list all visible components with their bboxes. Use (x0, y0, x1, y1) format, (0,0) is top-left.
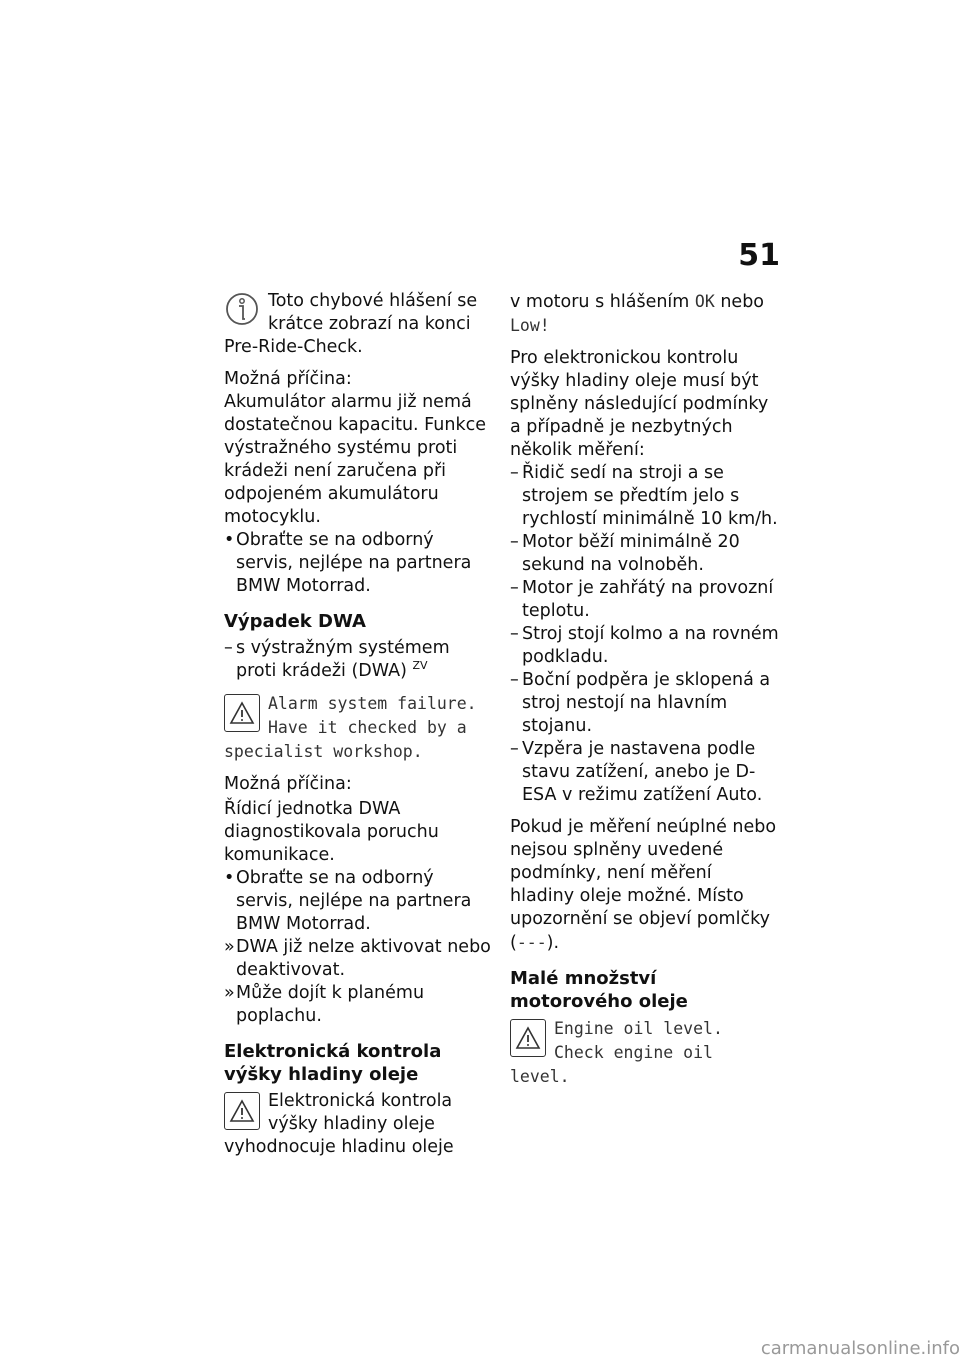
heading-dwa: Výpadek DWA (224, 611, 366, 632)
bullet-icon: • (224, 530, 235, 550)
conditions-list (510, 462, 780, 807)
left-column (224, 290, 494, 1168)
low-oil-warning (510, 1017, 780, 1089)
oil-note-continuation: v motoru s hlášením OK nebo Low! (510, 292, 765, 335)
info-icon (224, 292, 260, 330)
list-item: • Obraťte se na odborný servis, nejlépe na partnera BMW Motorrad. (224, 868, 472, 934)
condition-item: – Vzpěra je nastavena podle stavu zatížení, anebo je D-ESA v režimu zatížení Auto. (510, 739, 763, 805)
ok-message: OK (694, 292, 715, 311)
cause-1-actions (224, 529, 494, 598)
dwa-warning-message: Alarm system failure. Have it checked by a specialist workshop. (224, 694, 477, 761)
watermark: carmanualsonline.info (760, 1338, 960, 1359)
dash-icon: – (510, 532, 519, 552)
consequence-marker-icon: » (224, 937, 235, 957)
list-item: » DWA již nelze aktivovat nebo deaktivovat. (224, 937, 491, 980)
condition-item: – Řidič sedí na stroji a se strojem se předtím jelo s rychlostí minimálně 10 km/h. (510, 463, 778, 529)
warning-triangle-icon (224, 1092, 260, 1130)
dash-icon: – (510, 624, 519, 644)
dash-icon: – (510, 739, 519, 759)
condition-item: – Motor běží minimálně 20 sekund na volnoběh. (510, 532, 740, 575)
condition-item: – Stroj stojí kolmo a na rovném podkladu. (510, 624, 779, 667)
oil-note-text: Elektronická kontrola výšky hladiny oleje vyhodnocuje hladinu oleje (224, 1091, 454, 1157)
oil-warning (224, 1090, 494, 1159)
consequence-marker-icon: » (224, 983, 235, 1003)
list-item: » Může dojít k planému poplachu. (224, 983, 425, 1026)
low-message: Low! (510, 316, 550, 335)
info-note (224, 290, 494, 359)
dwa-list (224, 637, 494, 683)
cause-1-text: Akumulátor alarmu již nemá dostatečnou kapacitu. Funkce výstražného systému proti krádeži není zaručena při odpojeném akumulátoru motocyklu. (224, 392, 486, 527)
list-item: • Obraťte se na odborný servis, nejlépe na partnera BMW Motorrad. (224, 530, 472, 596)
heading-low-oil: Malé množství motorového oleje (510, 968, 688, 1012)
dwa-warning (224, 692, 494, 764)
cause-1-label: Možná příčina: (224, 369, 352, 389)
dash-icon: – (510, 578, 519, 598)
condition-item: – Motor je zahřátý na provozní teplotu. (510, 578, 774, 621)
list-item: – s výstražným systémem proti krádeži (DWA) $^{ZV}$ (224, 638, 450, 681)
consequences-list (224, 936, 494, 1028)
bullet-icon: • (224, 868, 235, 888)
cause-2-text: Řídicí jednotka DWA diagnostikovala poruchu komunikace. (224, 799, 439, 865)
right-column (510, 290, 780, 1098)
warning-triangle-icon (510, 1019, 546, 1057)
page-number: 51 (738, 238, 780, 273)
cause-2-actions (224, 867, 494, 936)
heading-oil-check: Elektronická kontrola výšky hladiny oleje (224, 1041, 442, 1085)
low-oil-message: Engine oil level. Check engine oil level. (510, 1019, 723, 1086)
dash-icon: – (224, 638, 233, 658)
incomplete-measurement-text: Pokud je měření neúplné nebo nejsou splněny uvedené podmínky, není měření hladiny oleje možné. Místo upozornění se objeví pomlčky (---). (510, 817, 777, 953)
info-note-text: Toto chybové hlášení se krátce zobrazí na konci Pre-Ride-Check. (224, 291, 478, 357)
condition-item: – Boční podpěra je sklopená a stroj nestojí na hlavním stojanu. (510, 670, 771, 736)
warning-triangle-icon (224, 694, 260, 732)
dashes-indicator: --- (516, 933, 547, 952)
dash-icon: – (510, 670, 519, 690)
zv-superscript: ZV (412, 659, 428, 673)
cause-2-label: Možná příčina: (224, 774, 352, 794)
dash-icon: – (510, 463, 519, 483)
conditions-intro: Pro elektronickou kontrolu výšky hladiny oleje musí být splněny následující podmínky a případně je nezbytných několik měření: (510, 348, 769, 460)
